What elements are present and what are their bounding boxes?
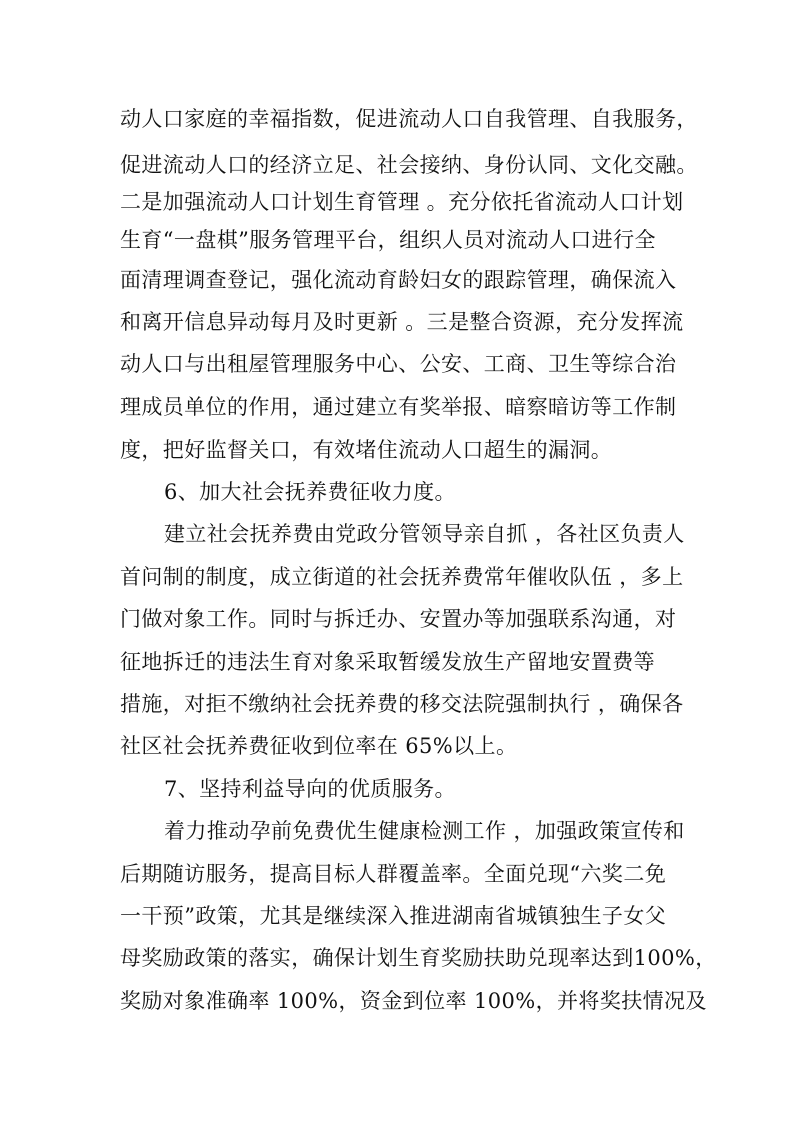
text-line: 社区社会抚养费征收到位率在 65%以上。 [120,734,518,758]
text-line: 门做对象工作。同时与拆迁办、安置办等加强联系沟通，对 [120,607,677,631]
text-line: 二是加强流动人口计划生育管理 。充分依托省流动人口计划 [120,190,684,214]
text-line: 一干预”政策，尤其是继续深入推进湖南省城镇独生子女父 [120,904,667,928]
text-line: 和离开信息异动每月及时更新 。三是整合资源，充分发挥流 [120,310,684,334]
section-heading: 7、坚持利益导向的优质服务。 [164,777,456,801]
text-line: 理成员单位的作用，通过建立有奖举报、暗察暗访等工作制 [120,395,677,419]
text-line: 建立社会抚养费由党政分管领导亲自抓 ，各社区负责人 [164,522,685,546]
text-line: 动人口与出租屋管理服务中心、公安、工商、卫生等综合治 [120,352,677,376]
text-line: 生育“一盘棋”服务管理平台，组织人员对流动人口进行全 [120,228,656,252]
text-line: 促进流动人口的经济立足、社会接纳、身份认同、文化交融。 [120,153,698,177]
text-line: 度，把好监督关口，有效堵住流动人口超生的漏洞。 [120,438,613,462]
text-line: 措施，对拒不缴纳社会抚养费的移交法院强制执行 ，确保各 [120,692,684,716]
text-line: 后期随访服务，提高目标人群覆盖率。全面兑现“六奖二免 [120,862,667,886]
text-line: 着力推动孕前免费优生健康检测工作 ，加强政策宣传和 [164,819,685,843]
text-line: 动人口家庭的幸福指数，促进流动人口自我管理、自我服务， [120,107,698,131]
text-line: 母奖励政策的落实，确保计划生育奖励扶助兑现率达到100%， [120,946,717,970]
text-line: 首问制的制度，成立街道的社会抚养费常年催收队伍 ，多上 [120,565,684,589]
text-line: 面清理调查登记，强化流动育龄妇女的跟踪管理，确保流入 [120,268,677,292]
text-line: 奖励对象准确率 100%，资金到位率 100%，并将奖扶情况及 [120,989,707,1013]
section-heading: 6、加大社会抚养费征收力度。 [164,480,456,504]
text-line: 征地拆迁的违法生育对象采取暂缓发放生产留地安置费等 [120,650,655,674]
